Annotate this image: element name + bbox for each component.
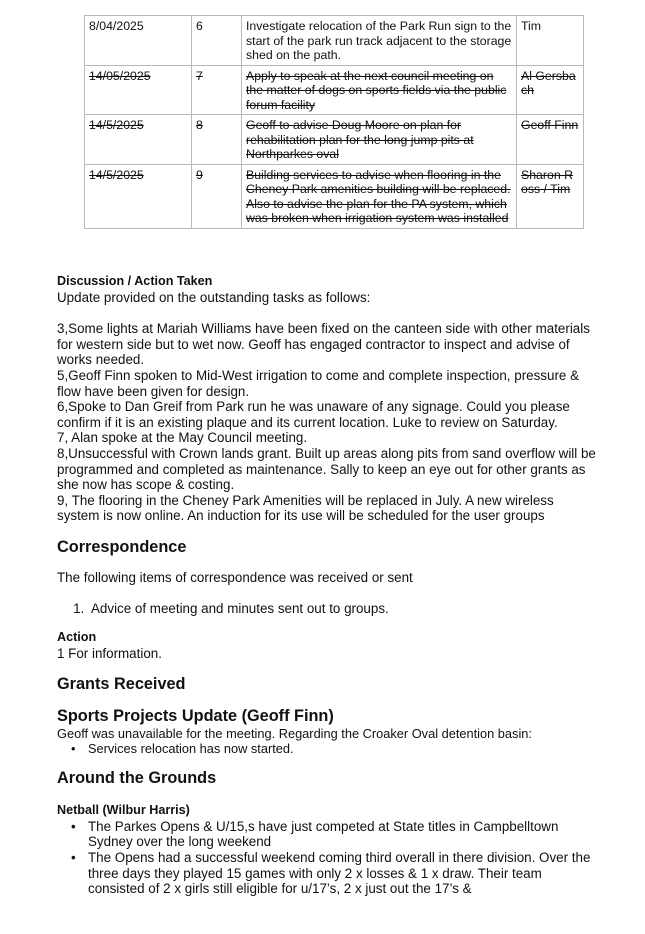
discussion-item: 3,Some lights at Mariah Williams have been fixed on the canteen side with other materials for western side but to wet now. Geoff has engaged contractor to inspect and advise of works needed. (57, 321, 590, 368)
task-owner (517, 115, 584, 165)
bullet: • (71, 850, 76, 866)
minutes-body (57, 274, 597, 897)
task-owner (517, 65, 584, 115)
discussion-item: 6,Spoke to Dan Greif from Park run he was unaware of any signage. Could you please confirm if it is an existing plaque and its current location. Luke to review on Saturday. (57, 399, 570, 430)
task-owner-text: Tim (521, 19, 542, 33)
discussion-section (57, 274, 597, 524)
bullet: • (71, 741, 76, 757)
task-date: 8/04/2025 (85, 16, 192, 66)
task-owner-text: Geoff Finn (521, 118, 579, 132)
sports-projects-list (57, 741, 597, 756)
task-description: Geoff to advise Doug Moore on plan for rehabilitation plan for the long jump pits at Northparkes oval (242, 115, 517, 165)
list-item-text: The Opens had a successful weekend coming third overall in there division. Over the three days they played 15 games with only 2 x losses & 1 x draw. Their team consisted of 2 x girls still eligible for u/17’s, 2 x just out the 17’s & (88, 850, 591, 897)
task-description: Apply to speak at the next council meeting on the matter of dogs on sports fields via the public forum facility (242, 65, 517, 115)
list-item: 1. Advice of meeting and minutes sent out to groups. (88, 601, 597, 617)
task-number: 7 (192, 65, 242, 115)
discussion-item: 5,Geoff Finn spoken to Mid-West irrigation to come and complete inspection, pressure & flow have been given for design. (57, 367, 579, 399)
around-grounds-heading: Around the Grounds (57, 769, 217, 788)
task-number: 9 (192, 164, 242, 228)
action-text: 1 For information. (57, 645, 162, 661)
discussion-item: 7, Alan spoke at the May Council meeting. (57, 430, 308, 446)
discussion-item: 9, The flooring in the Cheney Park Amenities will be replaced in July. A new wireless system is now online. An induction for its use will be scheduled for the user groups (57, 492, 554, 524)
correspondence-intro: The following items of correspondence was received or sent (57, 569, 413, 585)
netball-list (57, 819, 597, 897)
table-row (85, 164, 584, 228)
task-owner (517, 16, 584, 66)
task-owner (517, 164, 584, 228)
task-number: 6 (192, 16, 242, 66)
task-description: Building services to advise when flooring in the Cheney Park amenities building will be replaced. Also to advise the plan for the PA system, which was broken when irrigation system was installed (242, 164, 517, 228)
task-owner-text: Al Gersbach (521, 68, 576, 97)
task-date: 14/5/2025 (85, 115, 192, 165)
table-row (85, 16, 584, 66)
list-item-text: The Parkes Opens & U/15,s have just competed at State titles in Campbelltown Sydney over the long weekend (88, 818, 559, 850)
discussion-item: 8,Unsuccessful with Crown lands grant. Built up areas along pits from sand overflow will be programmed and completed as maintenance. Sally to keep an eye out for other grants as she now has scope & costing. (57, 445, 596, 493)
action-label: Action (57, 630, 97, 645)
task-owner-text: Sharon Ross / Tim (521, 167, 573, 196)
list-item (71, 818, 597, 850)
correspondence-list (57, 601, 597, 617)
netball-heading: Netball (Wilbur Harris) (57, 803, 190, 818)
grants-heading: Grants Received (57, 675, 186, 694)
list-item (71, 850, 597, 897)
sports-projects-heading: Sports Projects Update (Geoff Finn) (57, 707, 334, 726)
task-number: 8 (192, 115, 242, 165)
sports-projects-intro: Geoff was unavailable for the meeting. Regarding the Croaker Oval detention basin: (57, 726, 532, 742)
task-description: Investigate relocation of the Park Run sign to the start of the park run track adjacent to the storage shed on the path. (242, 16, 517, 66)
table-row (85, 115, 584, 165)
correspondence-heading: Correspondence (57, 537, 187, 556)
list-item (71, 741, 597, 757)
table-row (85, 65, 584, 115)
bullet: • (71, 818, 76, 834)
task-date: 14/5/2025 (85, 164, 192, 228)
discussion-intro: Update provided on the outstanding tasks as follows: (57, 289, 371, 305)
discussion-heading: Discussion / Action Taken (57, 274, 213, 288)
list-item-text: Services relocation has now started. (88, 741, 294, 757)
task-date: 14/05/2025 (85, 65, 192, 115)
tasks-table (84, 15, 584, 229)
